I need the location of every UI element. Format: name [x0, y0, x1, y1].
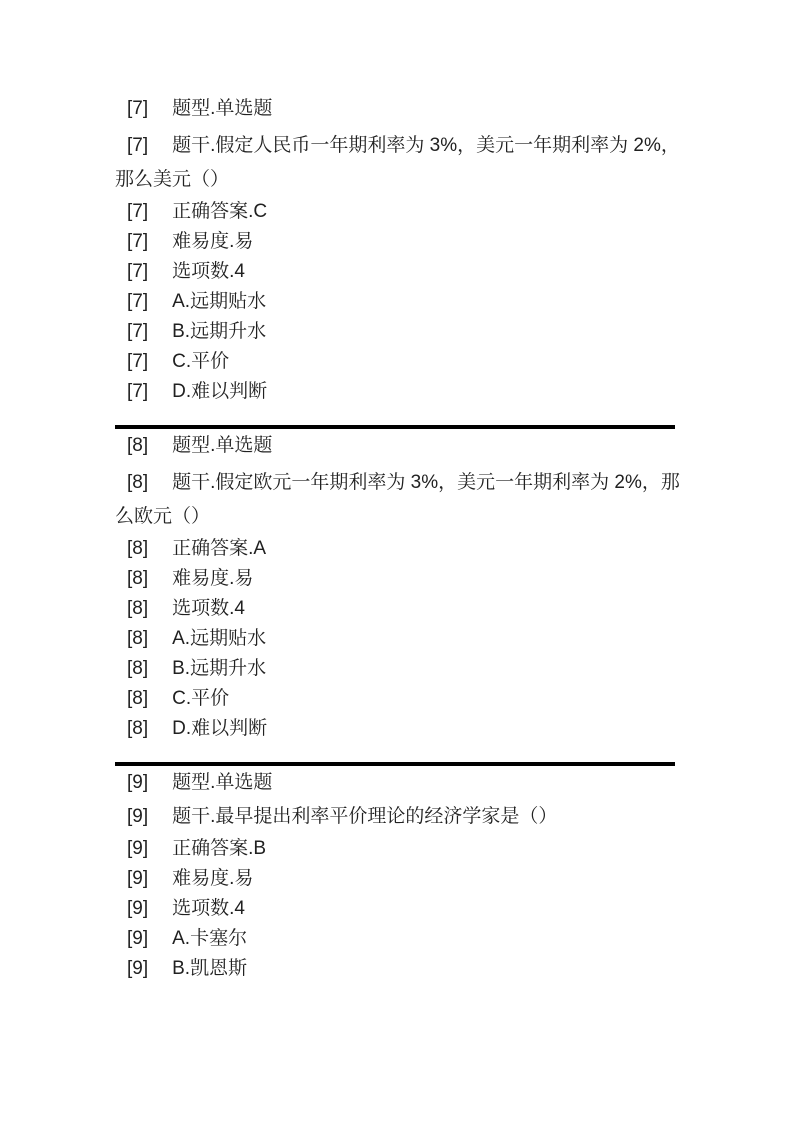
field-text: 正确答案.B: [172, 838, 267, 859]
field-text: 难易度.易: [172, 231, 254, 252]
question-line-type: [115, 431, 689, 461]
question-index: [8]: [127, 658, 149, 679]
field-text: 题干.假定人民币一年期利率为 3%，美元一年期利率为 2%，那么美元（）: [115, 135, 680, 190]
question-line-option-c: [115, 347, 689, 377]
field-text: A.卡塞尔: [172, 928, 248, 949]
field-text: D.难以判断: [172, 718, 268, 739]
field-text: C.平价: [172, 688, 230, 709]
question-index: [7]: [127, 351, 149, 372]
question-line-option-count: [115, 894, 689, 924]
question-index: [8]: [127, 598, 149, 619]
question-line-type: [115, 768, 689, 798]
question-index: [9]: [127, 806, 149, 827]
question-line-answer: [115, 197, 689, 227]
field-text: 题干.假定欧元一年期利率为 3%，美元一年期利率为 2%，那么欧元（）: [115, 472, 680, 527]
question-line-option-a: [115, 287, 689, 317]
question-line-option-a: [115, 924, 689, 954]
question-index: [9]: [127, 958, 149, 979]
question-line-type: [115, 94, 689, 124]
question-index: [7]: [127, 231, 149, 252]
question-index: [8]: [127, 538, 149, 559]
field-text: A.远期贴水: [172, 628, 267, 649]
question-index: [9]: [127, 838, 149, 859]
question-divider: [115, 762, 675, 766]
question-line-option-count: [115, 257, 689, 287]
question-index: [7]: [127, 381, 149, 402]
question-block-9: [115, 768, 689, 984]
question-line-option-c: [115, 684, 689, 714]
field-text: B.远期升水: [172, 321, 267, 342]
field-text: D.难以判断: [172, 381, 268, 402]
question-line-option-a: [115, 624, 689, 654]
question-line-option-count: [115, 594, 689, 624]
question-line-option-d: [115, 377, 689, 407]
field-text: 难易度.易: [172, 868, 254, 889]
question-index: [8]: [127, 568, 149, 589]
question-index: [7]: [127, 321, 149, 342]
question-divider: [115, 425, 675, 429]
question-index: [7]: [127, 291, 149, 312]
question-block-8: [115, 431, 689, 744]
question-line-stem: [115, 800, 689, 834]
field-text: B.凯恩斯: [172, 958, 248, 979]
field-text: 选项数.4: [172, 898, 245, 919]
field-text: 难易度.易: [172, 568, 254, 589]
question-index: [9]: [127, 772, 149, 793]
question-line-option-b: [115, 954, 689, 984]
question-index: [9]: [127, 868, 149, 889]
field-text: 题型.单选题: [172, 772, 273, 793]
question-line-difficulty: [115, 864, 689, 894]
field-text: A.远期贴水: [172, 291, 267, 312]
question-line-stem: [115, 129, 689, 197]
question-line-difficulty: [115, 227, 689, 257]
field-text: 正确答案.C: [172, 201, 268, 222]
question-index: [7]: [127, 261, 149, 282]
question-line-option-b: [115, 654, 689, 684]
question-line-answer: [115, 534, 689, 564]
question-index: [9]: [127, 928, 149, 949]
question-index: [9]: [127, 898, 149, 919]
question-index: [8]: [127, 688, 149, 709]
field-text: 题干.最早提出利率平价理论的经济学家是（）: [172, 806, 558, 827]
question-index: [8]: [127, 628, 149, 649]
field-text: 选项数.4: [172, 261, 245, 282]
question-index: [7]: [127, 98, 149, 119]
question-line-stem: [115, 466, 689, 534]
field-text: 选项数.4: [172, 598, 245, 619]
field-text: C.平价: [172, 351, 230, 372]
question-index: [8]: [127, 435, 149, 456]
question-index: [7]: [127, 201, 149, 222]
field-text: 正确答案.A: [172, 538, 267, 559]
question-index: [8]: [127, 472, 149, 493]
question-line-option-d: [115, 714, 689, 744]
field-text: 题型.单选题: [172, 435, 273, 456]
question-index: [7]: [127, 135, 149, 156]
question-line-option-b: [115, 317, 689, 347]
question-line-difficulty: [115, 564, 689, 594]
question-block-7: [115, 94, 689, 407]
field-text: 题型.单选题: [172, 98, 273, 119]
question-line-answer: [115, 834, 689, 864]
question-index: [8]: [127, 718, 149, 739]
field-text: B.远期升水: [172, 658, 267, 679]
